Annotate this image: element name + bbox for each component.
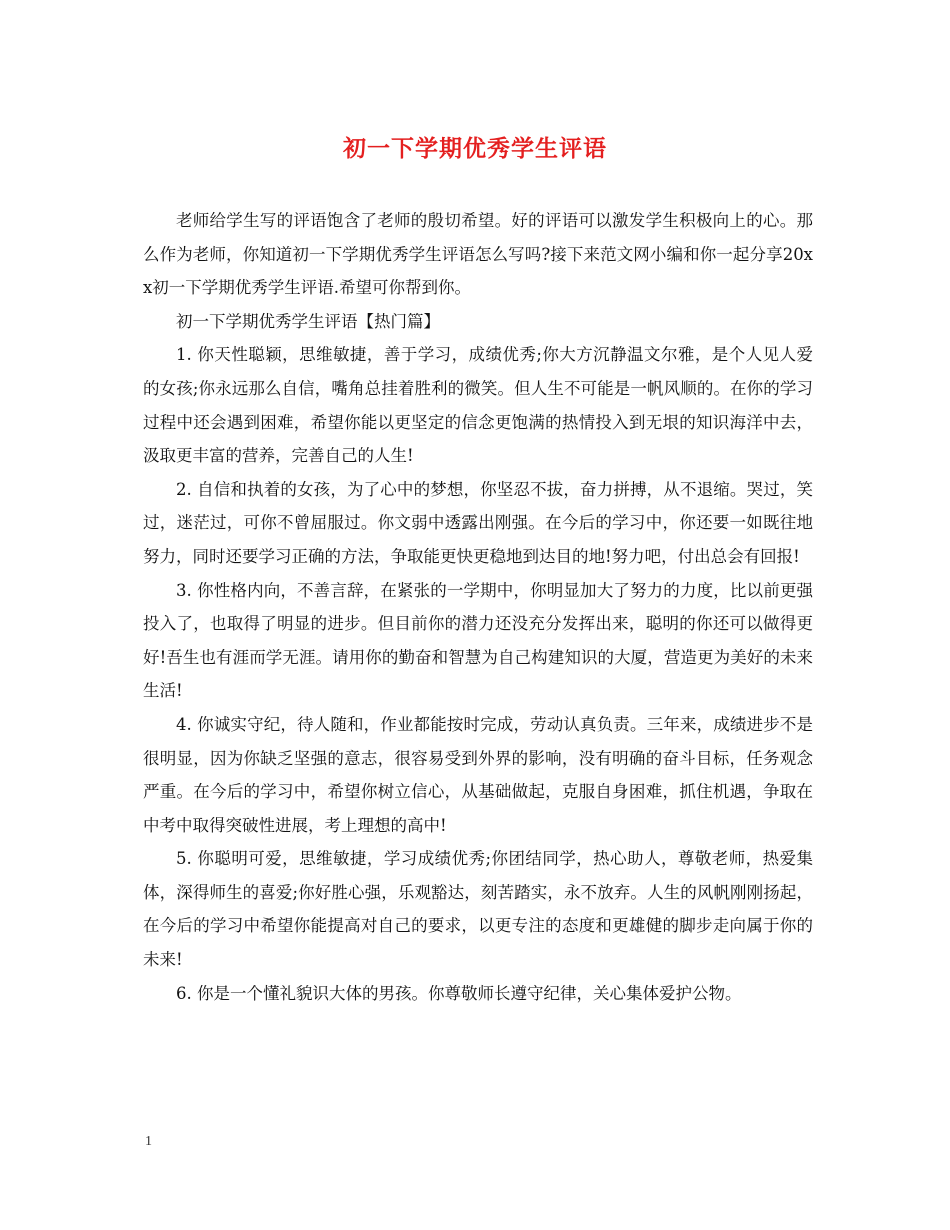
section-heading: 初一下学期优秀学生评语【热门篇】 xyxy=(176,311,440,331)
comment-paragraph-1: 1. 你天性聪颖，思维敏捷，善于学习，成绩优秀;你大方沉静温文尔雅，是个人见人爱的女孩;你永远那么自信，嘴角总挂着胜利的微笑。但人生不可能是一帆风顺的。在你的学习过程中还会遇到困难，希望你能以更坚定的信念更饱满的热情投入到无垠的知识海洋中去，汲取更丰富的营养，完善自己的人生! xyxy=(143,345,813,466)
page-number: 1 xyxy=(145,1134,152,1149)
comment-paragraph-5: 5. 你聪明可爱，思维敏捷，学习成绩优秀;你团结同学，热心助人，尊敬老师，热爱集体，深得师生的喜爱;你好胜心强，乐观豁达，刻苦踏实，永不放弃。人生的风帆刚刚扬起，在今后的学习中希望你能提高对自己的要求，以更专注的态度和更雄健的脚步走向属于你的未来! xyxy=(143,849,813,970)
comment-paragraph-6: 6. 你是一个懂礼貌识大体的男孩。你尊敬师长遵守纪律，关心集体爱护公物。 xyxy=(176,983,742,1003)
document-body xyxy=(143,204,813,1010)
intro-paragraph: 老师给学生写的评语饱含了老师的殷切希望。好的评语可以激发学生积极向上的心。那么作为老师，你知道初一下学期优秀学生评语怎么写吗?接下来范文网小编和你一起分享20xx初一下学期优秀学生评语.希望可你帮到你。 xyxy=(143,211,813,298)
document-title: 初一下学期优秀学生评语 xyxy=(343,135,607,162)
comment-paragraph-2: 2. 自信和执着的女孩，为了心中的梦想，你坚忍不拔，奋力拼搏，从不退缩。哭过，笑过，迷茫过，可你不曾屈服过。你文弱中透露出刚强。在今后的学习中，你还要一如既往地努力，同时还要学习正确的方法，争取能更快更稳地到达目的地!努力吧，付出总会有回报! xyxy=(143,479,813,566)
comment-paragraph-4: 4. 你诚实守纪，待人随和，作业都能按时完成，劳动认真负责。三年来，成绩进步不是很明显，因为你缺乏坚强的意志，很容易受到外界的影响，没有明确的奋斗目标，任务观念严重。在今后的学习中，希望你树立信心，从基础做起，克服自身困难，抓住机遇，争取在中考中取得突破性进展，考上理想的高中! xyxy=(143,714,813,835)
comment-paragraph-3: 3. 你性格内向，不善言辞，在紧张的一学期中，你明显加大了努力的力度，比以前更强投入了，也取得了明显的进步。但目前你的潜力还没充分发挥出来，聪明的你还可以做得更好!吾生也有涯而学无涯。请用你的勤奋和智慧为自己构建知识的大厦，营造更为美好的未来生活! xyxy=(143,580,813,701)
